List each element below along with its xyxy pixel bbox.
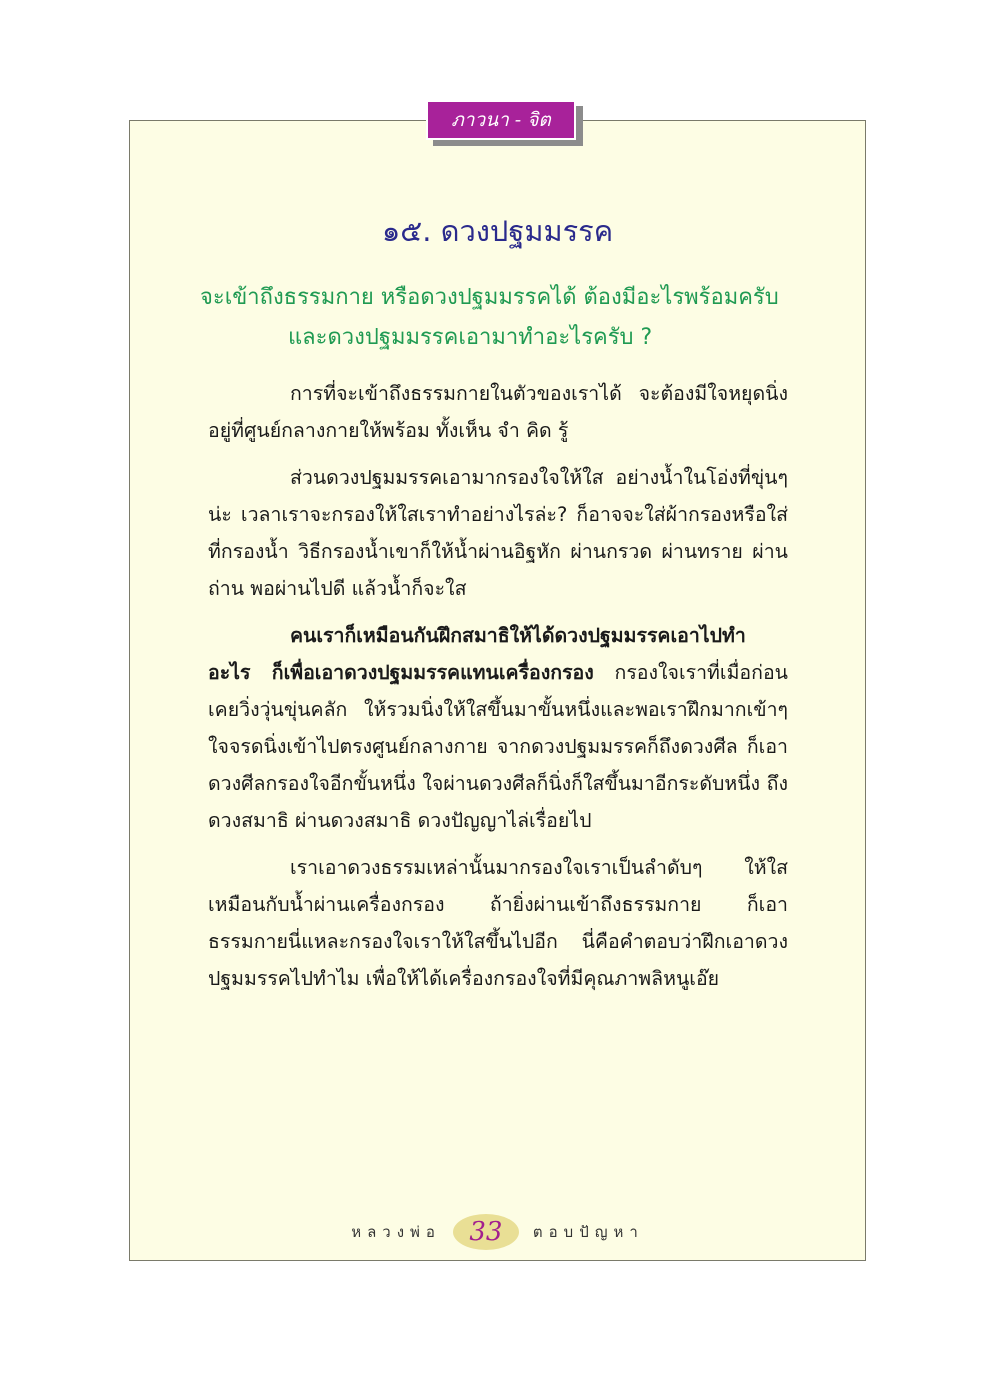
page-footer [129, 1212, 866, 1252]
question-line-2: และดวงปฐมมรรคเอามาทำอะไรครับ ? [288, 325, 653, 350]
footer-left-text: หลวงพ่อ [351, 1223, 441, 1241]
question-line-1: จะเข้าถึงธรรมกาย หรือดวงปฐมมรรคได้ ต้องมีอะไรพร้อมครับ [200, 285, 779, 310]
footer-right-text: ตอบปัญหา [532, 1223, 644, 1241]
answer-paragraph-3 [208, 617, 788, 839]
answer-paragraph-4: เราเอาดวงธรรมเหล่านั้นมากรองใจเราเป็นลำดับๆ ให้ใสเหมือนกับน้ำผ่านเครื่องกรอง ถ้ายิ่งผ่านเข้าถึงธรรมกาย ก็เอาธรรมกายนี่แหละกรองใจเราให้ใสขึ้นไปอีก นี่คือคำตอบว่าฝึกเอาดวงปฐมมรรคไปทำไม เพื่อให้ได้เครื่องกรองใจที่มีคุณภาพลิหนูเอ๊ย [208, 856, 788, 990]
answer-paragraph-3-rest: กรองใจเราที่เมื่อก่อนเคยวิ่งวุ่นขุ่นคลัก ให้รวมนิ่งให้ใสขึ้นมาขั้นหนึ่งและพอเราฝึกมากเข้าๆ ใจจรดนิ่งเข้าไปตรงศูนย์กลางกาย จากดวงปฐมมรรคก็ถึงดวงศีล ก็เอาดวงศีลกรองใจอีกขั้นหนึ่ง ใจผ่านดวงศีลก็นิ่งก็ใสขึ้นมาอีกระดับหนึ่ง ถึงดวงสมาธิ ผ่านดวงสมาธิ ดวงปัญญาไล่เรื่อยไป [208, 661, 788, 832]
answer-paragraph-1: การที่จะเข้าถึงธรรมกายในตัวของเราได้ จะต้องมีใจหยุดนิ่งอยู่ที่ศูนย์กลางกายให้พร้อม ทั้งเห็น จำ คิด รู้ [208, 382, 788, 442]
section-tab: ภาวนา - จิต [426, 100, 576, 140]
page-number-badge: 33 [453, 1214, 519, 1250]
answer-body [208, 375, 788, 1007]
answer-paragraph-2: ส่วนดวงปฐมมรรคเอามากรองใจให้ใส อย่างน้ำในโอ่งที่ขุ่นๆ น่ะ เวลาเราจะกรองให้ใสเราทำอย่างไรล่ะ? ก็อาจจะใส่ผ้ากรองหรือใส่ที่กรองน้ำ วิธีกรองน้ำเขาก็ให้น้ำผ่านอิฐหัก ผ่านกรวด ผ่านทราย ผ่านถ่าน พอผ่านไปดี แล้วน้ำก็จะใส [208, 466, 788, 600]
answer-paragraph-3-bold: คนเราก็เหมือนกันฝึกสมาธิให้ได้ดวงปฐมมรรคเอาไปทำอะไร ก็เพื่อเอาดวงปฐมมรรคแทนเครื่องกรอง [208, 624, 746, 684]
chapter-title: ๑๕. ดวงปฐมมรรค [381, 214, 614, 248]
question-block [200, 278, 810, 358]
